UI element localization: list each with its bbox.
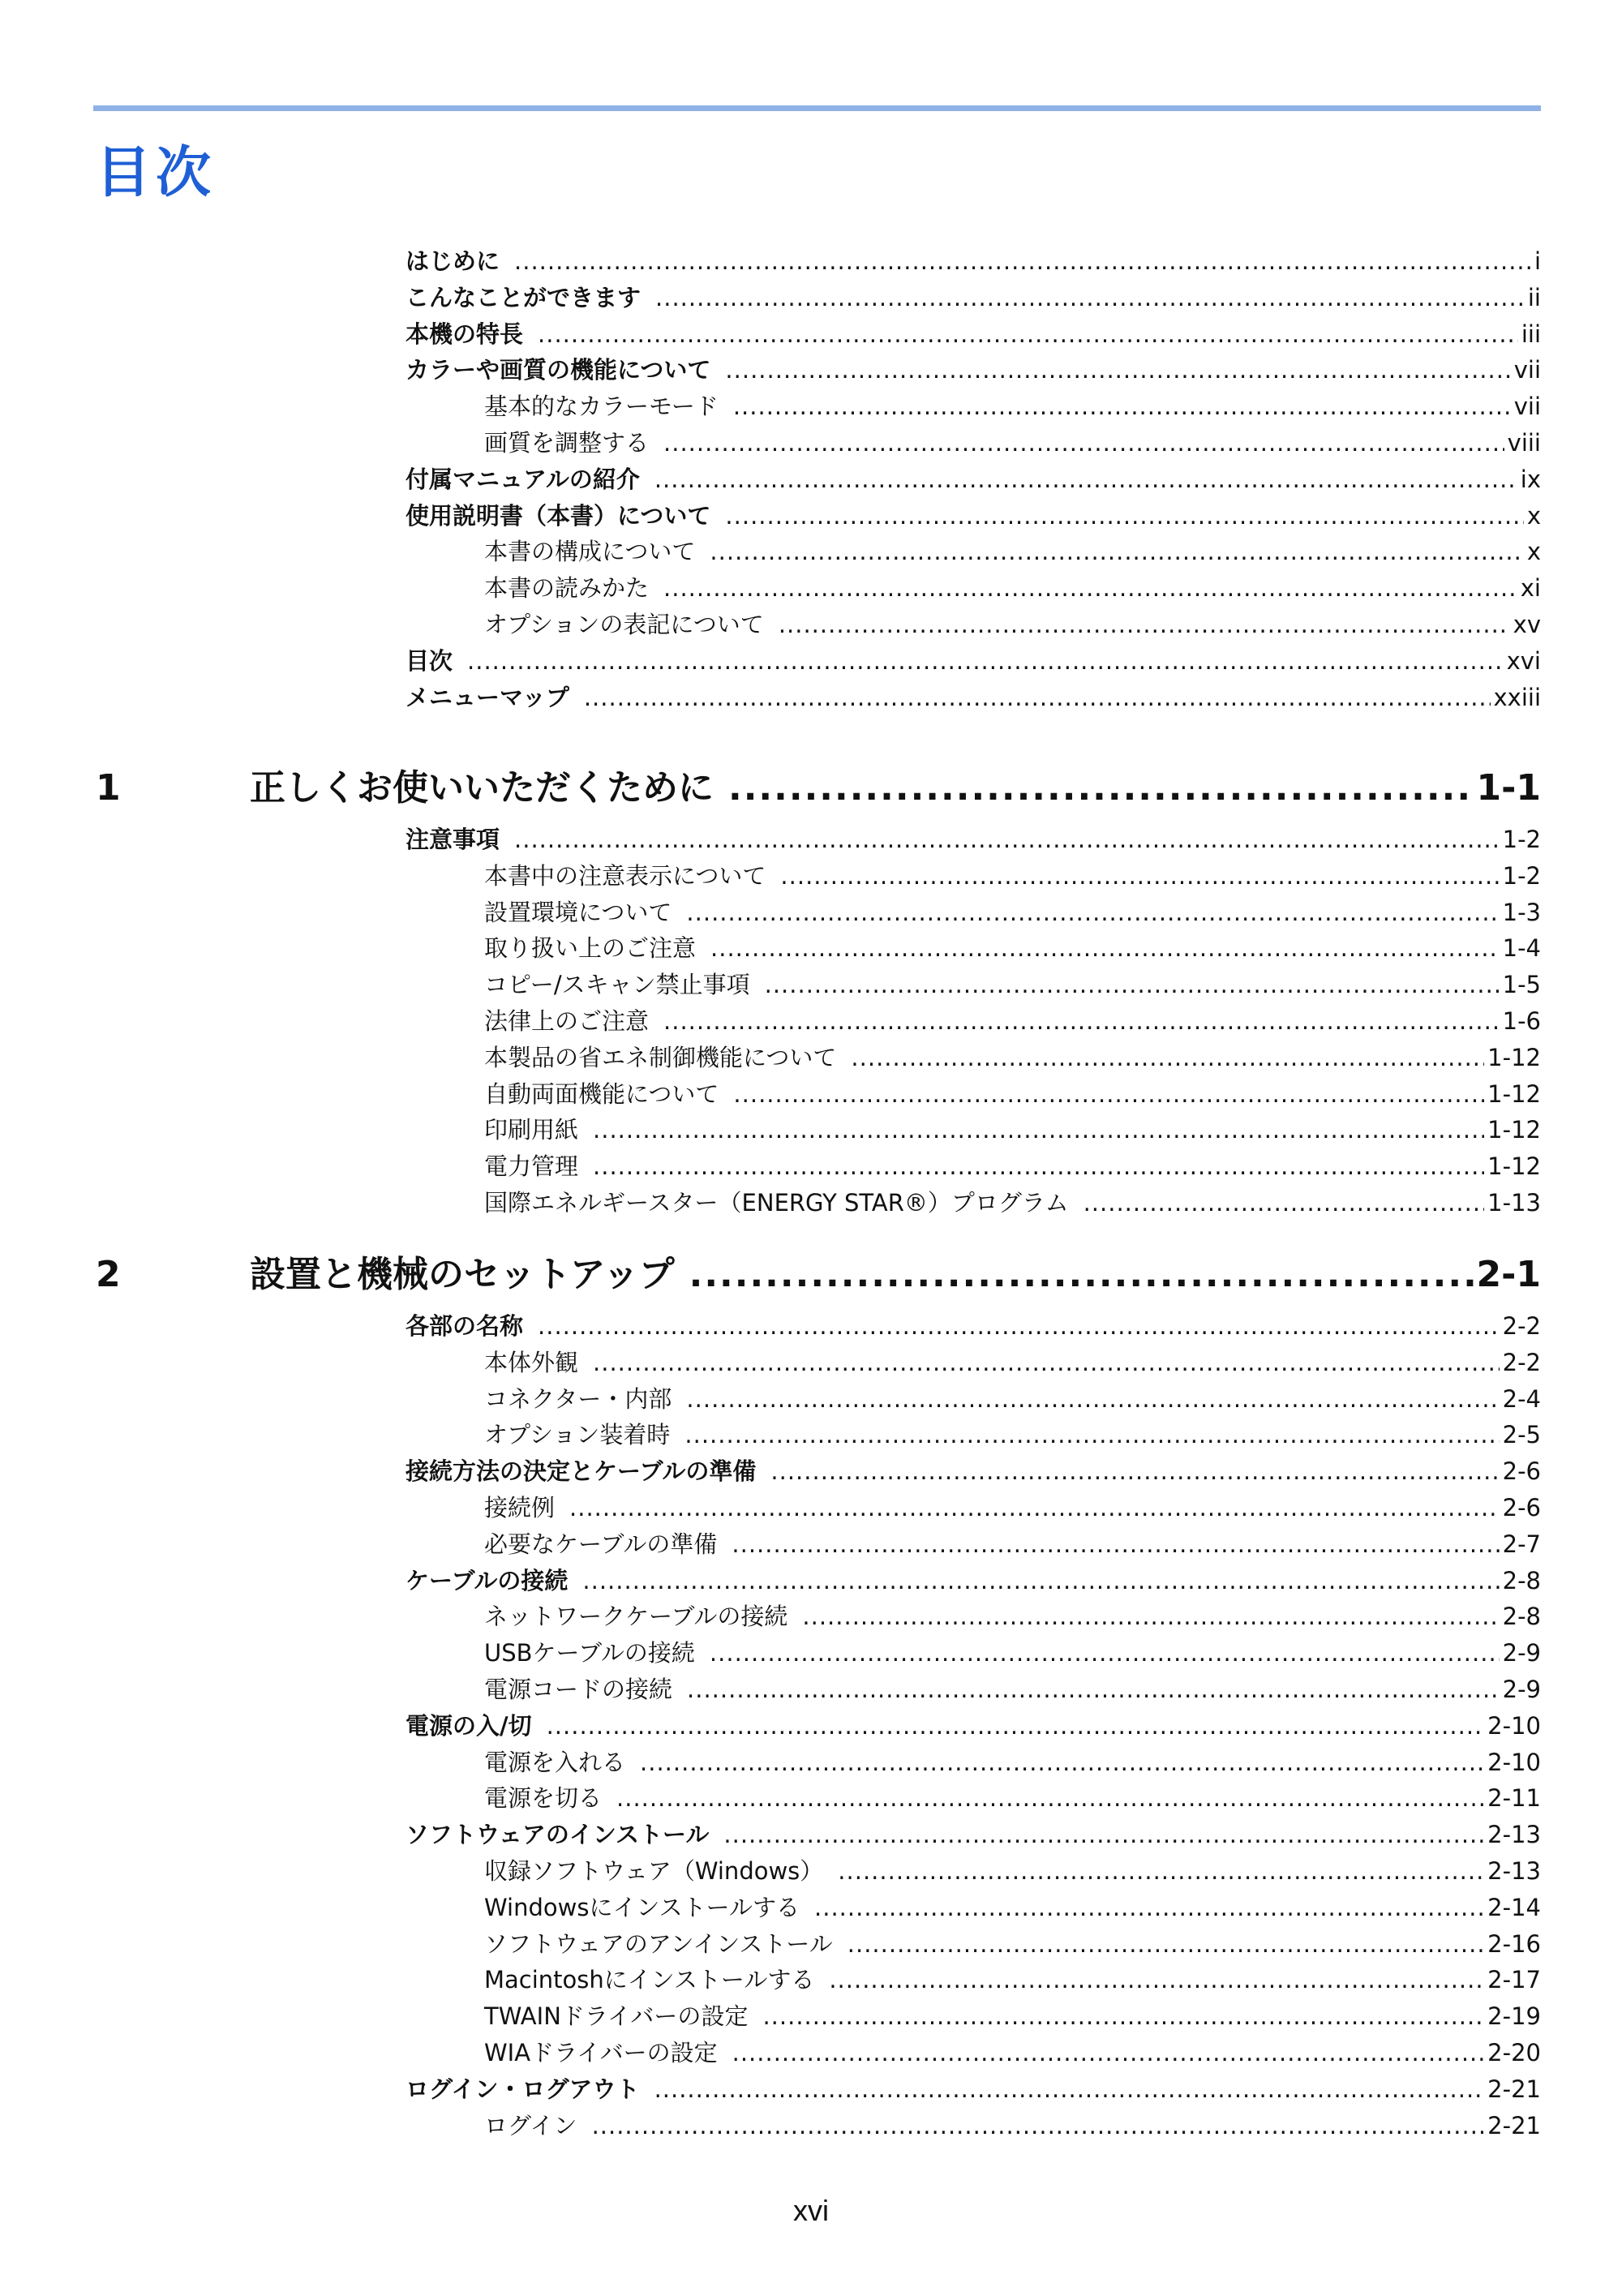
chapter-heading[interactable] [96,1245,1541,1302]
toc-entry-page: 2-19 [1487,2002,1541,2031]
toc-entry-title: Macintoshにインストールする [484,1966,815,1994]
toc-subentry[interactable] [484,930,1541,966]
toc-entry-title: 目次 [406,646,453,675]
dot-leader [663,574,1517,602]
toc-entry[interactable] [406,822,1541,857]
toc-subentry[interactable] [484,1148,1541,1184]
toc-subentry[interactable] [484,1998,1541,2034]
dot-leader [654,2075,1485,2103]
toc-entry-title: 本書の読みかた [484,574,650,603]
page-number: xvi [793,2194,829,2227]
toc-entry-page: 2-2 [1502,1312,1541,1340]
toc-entry-page: 2-9 [1502,1639,1541,1667]
toc-subentry[interactable] [484,1890,1541,1925]
dot-leader [733,393,1511,420]
toc-subentry[interactable] [484,1112,1541,1148]
toc-subentry[interactable] [484,570,1541,606]
chapter-page: 2-1 [1476,1254,1541,1295]
dot-leader [689,1254,1474,1295]
toc-entry-title: USBケーブルの接続 [484,1639,695,1667]
toc-entry-page: 1-2 [1502,861,1541,890]
toc-entry-page: 2-7 [1502,1530,1541,1558]
chapter-title: 正しくお使いいただくために [250,767,714,809]
toc-entry-page: 2-16 [1487,1929,1541,1958]
toc-entry-title: ケーブルの接続 [406,1566,569,1594]
toc-entry-page: ix [1520,465,1541,493]
toc-entry-page: xv [1513,611,1541,638]
toc-subentry[interactable] [484,1185,1541,1221]
toc-entry-title: ログイン [484,2111,577,2139]
toc-entry-page: 2-5 [1502,1421,1541,1449]
dot-leader [732,2039,1485,2066]
toc-entry-title: 接続方法の決定とケーブルの準備 [406,1457,757,1486]
dot-leader [582,1567,1499,1594]
toc-subentry[interactable] [484,967,1541,1002]
toc-entry-title: 画質を調整する [484,429,650,457]
toc-entry-title: ソフトウェアのインストール [406,1821,710,1849]
toc-subentry[interactable] [484,1745,1541,1780]
toc-entry-page: 1-12 [1487,1152,1541,1181]
toc-entry-title: オプション装着時 [484,1421,671,1449]
toc-entry-title: 付属マニュアルの紹介 [406,465,640,493]
toc-entry-page: xxiii [1493,683,1541,711]
toc-entry-page: iii [1521,320,1541,348]
dot-leader [838,1857,1484,1885]
dot-leader [728,767,1474,809]
dot-leader [640,1749,1484,1776]
toc-entry-page: 2-10 [1487,1711,1541,1740]
toc-entry-title: コネクター・内部 [484,1384,672,1413]
dot-leader [710,934,1500,962]
dot-leader [1083,1189,1485,1217]
toc-entry-page: 2-2 [1502,1348,1541,1376]
toc-entry[interactable] [406,461,1541,497]
dot-leader [547,1712,1485,1740]
toc-entry-page: i [1534,247,1541,275]
toc-entry[interactable] [406,1563,1541,1599]
toc-entry-title: 本体外観 [484,1348,579,1376]
toc-entry-page: 1-6 [1502,1007,1541,1035]
toc-entry-page: viii [1507,429,1541,457]
toc-entry-title: 電源を切る [484,1784,603,1813]
toc-entry-page: 2-9 [1502,1676,1541,1703]
dot-leader [654,466,1517,493]
toc-subentry[interactable] [484,1076,1541,1112]
dot-leader [593,1349,1500,1376]
toc-entry-title: 自動両面機能について [484,1079,719,1108]
toc-subentry[interactable] [484,534,1541,569]
dot-leader [569,1494,1500,1521]
dot-leader [814,1894,1484,1921]
toc-entry-title: 基本的なカラーモード [484,393,719,421]
toc-entry[interactable] [406,1708,1541,1744]
toc-entry-page: 2-13 [1487,1857,1541,1885]
dot-leader [770,1457,1499,1485]
dot-leader [616,1784,1484,1812]
dot-leader [467,647,1504,675]
dot-leader [780,862,1499,890]
toc-entry-page: xi [1520,574,1541,603]
toc-entry-title: カラーや画質の機能について [406,356,711,384]
toc-subentry[interactable] [484,1345,1541,1380]
toc-entry-page: vii [1513,356,1541,384]
toc-entry[interactable] [406,1308,1541,1344]
toc-subentry[interactable] [484,1417,1541,1453]
toc-entry-title: 注意事項 [406,826,500,853]
toc-entry-title: 本製品の省エネ制御機能について [484,1043,837,1071]
toc-entry-title: 必要なケーブルの準備 [484,1530,718,1558]
dot-leader [538,1312,1500,1340]
toc-entry-title: TWAINドライバーの設定 [484,2002,749,2031]
toc-entry-title: 電源を入れる [484,1748,626,1776]
dot-leader [663,1007,1500,1035]
dot-leader [593,1152,1484,1180]
toc-entry-title: 本書中の注意表示について [484,861,766,890]
toc-entry-page: 2-21 [1487,2075,1541,2103]
toc-subentry[interactable] [484,895,1541,930]
toc-entry-page: 2-11 [1487,1784,1541,1813]
toc-entry-title: コピー/スキャン禁止事項 [484,971,750,999]
toc-subentry[interactable] [484,425,1541,461]
toc-entry-title: ソフトウェアのアンインストール [484,1929,833,1958]
toc-entry-page: 1-5 [1502,971,1541,999]
toc-subentry[interactable] [484,1926,1541,1962]
toc-entry-page: 1-12 [1487,1079,1541,1108]
toc-entry-page: 1-12 [1487,1043,1541,1071]
page-title: 目次 [96,141,217,205]
dot-leader [762,2002,1484,2030]
dot-leader [655,284,1525,311]
toc-entry-page: 2-8 [1502,1603,1541,1631]
toc-entry-title: メニューマップ [406,683,569,711]
toc-entry-page: 1-12 [1487,1116,1541,1144]
toc-subentry[interactable] [484,2035,1541,2071]
toc-subentry[interactable] [484,1490,1541,1526]
dot-leader [593,1116,1484,1144]
toc-subentry[interactable] [484,1599,1541,1634]
toc-entry[interactable] [406,316,1541,352]
dot-leader [538,320,1518,348]
toc-subentry[interactable] [484,1635,1541,1671]
dot-leader [686,899,1499,926]
chapter-number: 2 [96,1254,121,1295]
toc-entry-title: 取り扱い上のご注意 [484,934,697,963]
dot-leader [710,1639,1500,1667]
dot-leader [592,2112,1485,2139]
toc-entry-title: 使用説明書（本書）について [406,501,711,530]
toc-subentry[interactable] [484,1003,1541,1039]
toc-entry-page: ii [1527,283,1541,311]
toc-entry-page: 2-21 [1487,2111,1541,2139]
toc-entry[interactable] [406,2071,1541,2107]
toc-entry-page: 2-20 [1487,2039,1541,2066]
toc-subentry[interactable] [484,1672,1541,1707]
dot-leader [514,247,1531,275]
dot-leader [779,611,1510,638]
toc-entry-title: 接続例 [484,1494,556,1521]
toc-entry-title: ネットワークケーブルの接続 [484,1603,788,1631]
toc-entry-page: 1-3 [1502,898,1541,926]
toc-entry-page: 2-13 [1487,1821,1541,1849]
toc-entry-title: 本機の特長 [406,320,524,348]
toc-entry-title: 国際エネルギースター（ENERGY STAR®）プログラム [484,1189,1069,1217]
toc-entry-page: 2-17 [1487,1966,1541,1994]
toc-entry-page: 2-8 [1502,1566,1541,1594]
toc-entry-page: 1-4 [1502,934,1541,963]
chapter-heading[interactable] [96,758,1541,815]
dot-leader [732,1530,1499,1558]
toc-entry-title: 法律上のご注意 [484,1007,650,1035]
dot-leader [851,1044,1484,1071]
toc-entry[interactable] [406,498,1541,534]
dot-leader [686,1385,1499,1413]
toc-subentry[interactable] [484,1780,1541,1816]
toc-subentry[interactable] [484,1040,1541,1075]
toc-entry[interactable] [406,643,1541,679]
toc-entry-title: はじめに [406,247,500,275]
toc-subentry[interactable] [484,1962,1541,1998]
toc-entry-page: x [1526,501,1541,530]
toc-subentry[interactable] [484,2108,1541,2144]
toc-entry-title: 電力管理 [484,1152,579,1181]
toc-entry-title: WIAドライバーの設定 [484,2039,718,2066]
dot-leader [723,1821,1484,1848]
toc-entry-page: x [1526,538,1541,566]
toc-entry[interactable] [406,1453,1541,1489]
toc-entry-title: Windowsにインストールする [484,1893,800,1921]
dot-leader [725,502,1523,530]
toc-entry-title: 本書の構成について [484,538,696,566]
toc-entry-title: 設置環境について [484,898,672,926]
toc-entry-title: 各部の名称 [406,1312,524,1340]
toc-entry-title: 電源の入/切 [406,1711,532,1740]
toc-entry-page: 2-10 [1487,1748,1541,1776]
toc-entry[interactable] [406,680,1541,715]
toc-entry[interactable] [406,1817,1541,1852]
toc-subentry[interactable] [484,1526,1541,1562]
dot-leader [663,429,1504,457]
chapter-number: 1 [96,767,121,809]
toc-entry-page: 2-6 [1502,1457,1541,1486]
dot-leader [725,356,1510,384]
dot-leader [847,1930,1484,1958]
toc-entry-page: xvi [1506,646,1541,675]
dot-leader [514,826,1500,853]
chapter-page: 1-1 [1476,767,1541,809]
dot-leader [802,1603,1499,1630]
toc-entry[interactable] [406,280,1541,315]
toc-subentry[interactable] [484,607,1541,642]
toc-entry-page: 1-2 [1502,826,1541,853]
toc-subentry[interactable] [484,1853,1541,1889]
toc-entry-page: 1-13 [1487,1189,1541,1217]
toc-entry-page: 2-4 [1502,1384,1541,1413]
chapter-title: 設置と機械のセットアップ [250,1254,675,1295]
toc-subentry[interactable] [484,858,1541,894]
toc-subentry[interactable] [484,1381,1541,1417]
toc-entry-title: 印刷用紙 [484,1116,579,1144]
toc-entry-title: オプションの表記について [484,611,764,638]
toc-subentry[interactable] [484,388,1541,424]
dot-leader [684,1421,1499,1448]
toc-entry-title: 電源コードの接続 [484,1676,673,1703]
toc-entry-page: 2-14 [1487,1893,1541,1921]
toc-entry-title: ログイン・ログアウト [406,2075,640,2103]
toc-entry-title: 収録ソフトウェア（Windows） [484,1857,824,1885]
dot-leader [829,1966,1484,1993]
dot-leader [733,1080,1484,1108]
dot-leader [765,971,1500,998]
dot-leader [710,538,1523,565]
toc-entry[interactable] [406,352,1541,388]
dot-leader [687,1676,1500,1703]
toc-entry-page: 2-6 [1502,1494,1541,1521]
toc-entry-page: vii [1513,393,1541,421]
toc-entry[interactable] [406,243,1541,279]
dot-leader [584,684,1491,711]
toc-entry-title: こんなことができます [406,283,642,311]
